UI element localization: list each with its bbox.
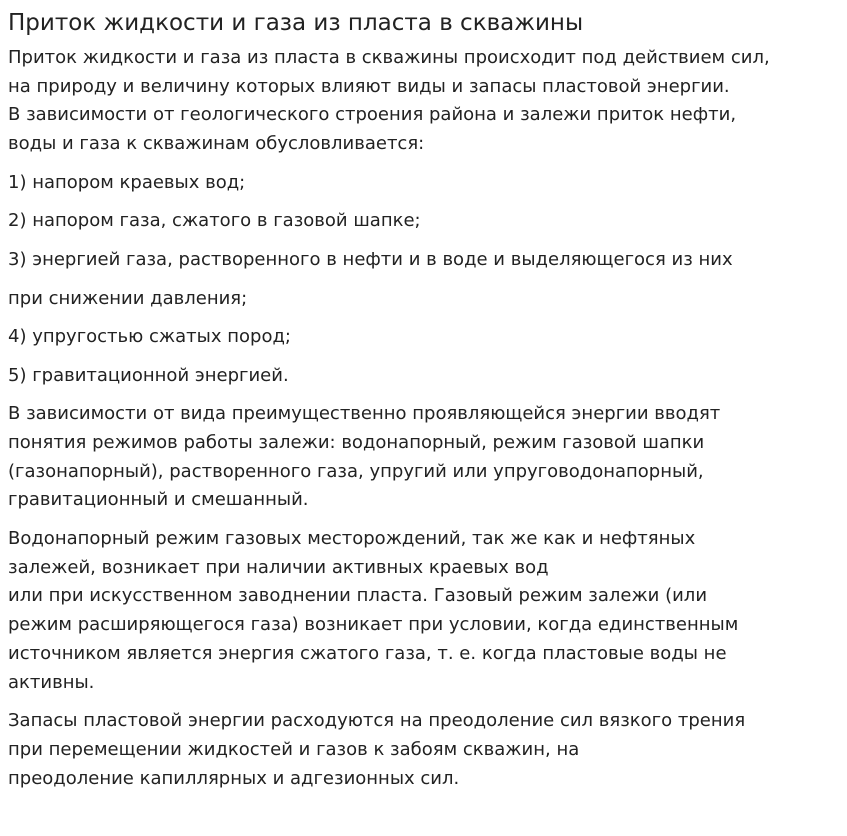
water-drive-paragraph: [8, 525, 838, 697]
text-line: режим расширяющегося газа) возникает при условии, когда единственным: [8, 614, 739, 636]
intro-paragraph: [8, 44, 838, 159]
text-line: В зависимости от геологического строения района и залежи приток нефти,: [8, 104, 737, 126]
text-line: залежей, возникает при наличии активных краевых вод: [8, 556, 549, 578]
list-item: 4) упругостью сжатых пород;: [8, 326, 291, 348]
list-item: 3) энергией газа, растворенного в нефти и в воде и выделяющегося из них: [8, 249, 733, 270]
article: [8, 6, 838, 793]
list-item: 2) напором газа, сжатого в газовой шапке;: [8, 210, 421, 232]
list-item: 5) гравитационной энергией.: [8, 364, 289, 386]
text-line: воды и газа к скважинам обусловливается:: [8, 133, 425, 155]
text-line: гравитационный и смешанный.: [8, 489, 309, 511]
text-line: при перемещении жидкостей и газов к забоям скважин, на: [8, 738, 580, 760]
text-line: или при искусственном заводнении пласта. Газовый режим залежи (или: [8, 585, 708, 607]
text-line: (газонапорный), растворенного газа, упругий или упруговодонапорный,: [8, 460, 704, 482]
text-line: Водонапорный режим газовых месторождений, так же как и нефтяных: [8, 528, 696, 550]
text-line: В зависимости от вида преимущественно проявляющейся энергии вводят: [8, 403, 721, 425]
list-item: 1) напором краевых вод;: [8, 171, 246, 193]
text-line: Запасы пластовой энергии расходуются на преодоление сил вязкого трения: [8, 710, 746, 732]
list-item: при снижении давления;: [8, 287, 248, 309]
text-line: преодоление капиллярных и адгезионных сил.: [8, 767, 460, 789]
text-line: понятия режимов работы залежи: водонапорный, режим газовой шапки: [8, 432, 705, 454]
text-line: на природу и величину которых влияют виды и запасы пластовой энергии.: [8, 75, 730, 97]
energy-paragraph: [8, 707, 838, 793]
text-line: активны.: [8, 671, 95, 693]
text-line: источником является энергия сжатого газа, т. е. когда пластовые воды не: [8, 642, 727, 664]
text-line: Приток жидкости и газа из пласта в скважины происходит под действием сил,: [8, 47, 770, 68]
regimes-paragraph: [8, 400, 838, 515]
page-title: Приток жидкости и газа из пласта в скважины: [8, 10, 584, 36]
